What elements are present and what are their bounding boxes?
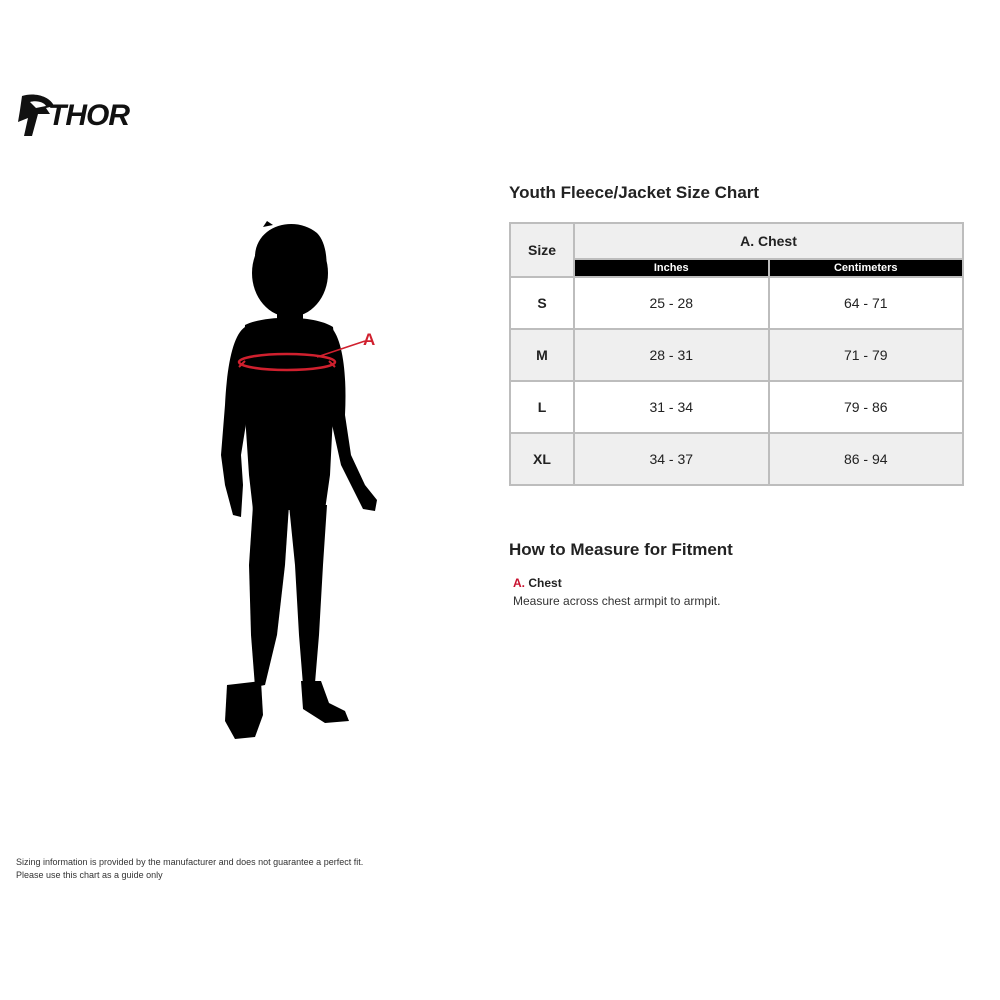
inches-header: Inches — [574, 259, 769, 277]
callout-letter: A — [363, 330, 376, 349]
inches-cell: 25 - 28 — [574, 277, 769, 329]
size-cell: L — [510, 381, 574, 433]
inches-cell: 34 - 37 — [574, 433, 769, 485]
centimeters-cell: 64 - 71 — [769, 277, 964, 329]
disclaimer-line-2: Please use this chart as a guide only — [16, 870, 163, 880]
table-row — [510, 277, 963, 329]
measure-item-description: Measure across chest armpit to armpit. — [513, 594, 721, 608]
brand-wordmark: THOR — [48, 99, 129, 132]
size-cell: XL — [510, 433, 574, 485]
size-chart-title: Youth Fleece/Jacket Size Chart — [509, 183, 760, 202]
size-cell: S — [510, 277, 574, 329]
measure-section-title: How to Measure for Fitment — [509, 540, 733, 559]
measure-item-letter: A. — [513, 576, 525, 590]
size-cell: M — [510, 329, 574, 381]
size-column-header: Size — [510, 223, 574, 277]
size-chart-table — [509, 222, 964, 486]
measure-item-label — [513, 576, 562, 590]
measure-item-name: Chest — [528, 576, 562, 590]
table-row — [510, 329, 963, 381]
centimeters-header: Centimeters — [769, 259, 964, 277]
child-silhouette-figure — [205, 215, 405, 745]
disclaimer-line-1: Sizing information is provided by the manufacturer and does not guarantee a perfect fit. — [16, 857, 364, 867]
chest-group-header: A. Chest — [574, 223, 963, 259]
centimeters-cell: 71 - 79 — [769, 329, 964, 381]
table-row — [510, 433, 963, 485]
centimeters-cell: 86 - 94 — [769, 433, 964, 485]
table-row — [510, 381, 963, 433]
inches-cell: 31 - 34 — [574, 381, 769, 433]
sizing-disclaimer — [16, 856, 363, 882]
brand-logo — [16, 92, 158, 142]
inches-cell: 28 - 31 — [574, 329, 769, 381]
centimeters-cell: 79 - 86 — [769, 381, 964, 433]
